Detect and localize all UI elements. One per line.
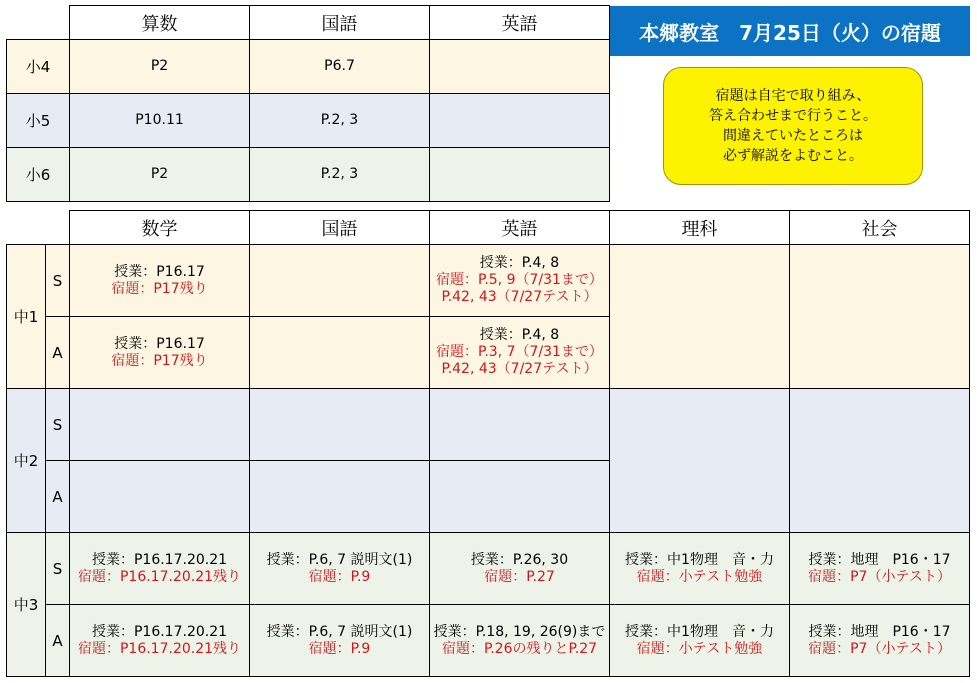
homework-text: P.42, 43（7/27テスト） xyxy=(441,289,598,305)
grade-label-m3: 中3 xyxy=(6,532,46,677)
class-label-a: A xyxy=(45,460,70,533)
table-cell xyxy=(249,604,430,677)
header-english: 英語 xyxy=(429,210,610,245)
class-label-a: A xyxy=(45,604,70,677)
table-cell xyxy=(789,604,970,677)
lesson-text: 授業：中1物理 音・力 xyxy=(625,623,774,640)
homework-text: 宿題：P7（小テスト） xyxy=(808,568,951,585)
table-cell xyxy=(609,604,790,677)
homework-text: 宿題：小テスト勉強 xyxy=(636,568,763,585)
homework-text: 宿題：P16.17.20.21残り xyxy=(77,568,242,585)
homework-text: 宿題：P.27 xyxy=(484,568,555,585)
lesson-text: 授業：P.4, 8 xyxy=(479,327,560,343)
table-cell xyxy=(249,388,430,461)
homework-text: 宿題：P17残り xyxy=(111,352,208,369)
grade-label-e5: 小5 xyxy=(6,93,70,148)
table-cell xyxy=(429,460,610,533)
homework-text: P.42, 43（7/27テスト） xyxy=(441,361,598,377)
class-label-s: S xyxy=(45,532,70,605)
table-cell xyxy=(429,604,610,677)
table-cell xyxy=(429,147,610,202)
header-english: 英語 xyxy=(429,5,610,40)
table-cell xyxy=(789,388,970,533)
lesson-text: 授業：地理 P16・17 xyxy=(808,551,951,568)
lesson-text: 授業：中1物理 音・力 xyxy=(625,551,774,568)
table-cell xyxy=(429,316,610,389)
homework-text: 宿題：P7（小テスト） xyxy=(808,640,951,657)
note-line: 必ず解説をよむこと。 xyxy=(723,148,863,164)
lesson-text: 授業：P.4, 8 xyxy=(479,255,560,271)
header-arithmetic: 算数 xyxy=(69,5,250,40)
header-japanese: 国語 xyxy=(249,210,430,245)
table-cell xyxy=(249,532,430,605)
class-label-s: S xyxy=(45,388,70,461)
table-cell xyxy=(429,39,610,94)
table-cell xyxy=(69,604,250,677)
homework-text: 宿題：P.9 xyxy=(308,640,371,657)
note-line: 答え合わせまで行うこと。 xyxy=(709,108,877,124)
homework-text: 宿題：P17残り xyxy=(111,280,208,297)
table-cell xyxy=(249,244,430,317)
table-cell xyxy=(429,93,610,148)
table-cell: P.2, 3 xyxy=(249,147,430,202)
homework-text: 宿題：P16.17.20.21残り xyxy=(77,640,242,657)
homework-note xyxy=(663,67,923,185)
header-science: 理科 xyxy=(609,210,790,245)
table-cell xyxy=(429,388,610,461)
table-cell xyxy=(69,316,250,389)
header-social: 社会 xyxy=(789,210,970,245)
table-cell: P2 xyxy=(69,39,250,94)
homework-text: 宿題：P.5, 9（7/31まで） xyxy=(436,272,603,288)
lesson-text: 授業：P16.17 xyxy=(114,335,205,352)
table-cell xyxy=(609,532,790,605)
table-cell xyxy=(249,460,430,533)
table-cell xyxy=(609,388,790,533)
grade-label-m1: 中1 xyxy=(6,244,46,389)
table-cell xyxy=(249,316,430,389)
table-cell xyxy=(69,388,250,461)
header-math: 数学 xyxy=(69,210,250,245)
table-cell xyxy=(69,244,250,317)
table-cell xyxy=(69,532,250,605)
note-line: 間違えていたところは xyxy=(723,128,863,144)
homework-text: 宿題：小テスト勉強 xyxy=(636,640,763,657)
table-cell: P.2, 3 xyxy=(249,93,430,148)
class-label-s: S xyxy=(45,244,70,317)
page-title: 本郷教室 7月25日（火）の宿題 xyxy=(610,6,970,56)
table-cell xyxy=(789,244,970,389)
table-cell: P10.11 xyxy=(69,93,250,148)
grade-label-e6: 小6 xyxy=(6,147,70,202)
table-cell: P6.7 xyxy=(249,39,430,94)
header-japanese: 国語 xyxy=(249,5,430,40)
homework-text: 宿題：P.9 xyxy=(308,568,371,585)
class-label-a: A xyxy=(45,316,70,389)
lesson-text: 授業：P16.17 xyxy=(114,263,205,280)
grade-label-m2: 中2 xyxy=(6,388,46,533)
table-cell xyxy=(789,532,970,605)
table-cell: P2 xyxy=(69,147,250,202)
homework-text: 宿題：P.26の残りとP.27 xyxy=(441,640,598,657)
lesson-text: 授業：P.18, 19, 26(9)まで xyxy=(433,623,606,640)
lesson-text: 授業：P.6, 7 説明文(1) xyxy=(266,623,413,640)
grade-label-e4: 小4 xyxy=(6,39,70,94)
lesson-text: 授業：P16.17.20.21 xyxy=(91,551,228,568)
table-cell xyxy=(609,244,790,389)
lesson-text: 授業：P.6, 7 説明文(1) xyxy=(266,551,413,568)
table-cell xyxy=(69,460,250,533)
table-cell xyxy=(429,532,610,605)
table-cell xyxy=(429,244,610,317)
lesson-text: 授業：P16.17.20.21 xyxy=(91,623,228,640)
lesson-text: 授業：地理 P16・17 xyxy=(808,623,951,640)
lesson-text: 授業：P.26, 30 xyxy=(470,551,569,568)
note-line: 宿題は自宅で取り組み、 xyxy=(715,88,871,104)
homework-text: 宿題：P.3, 7（7/31まで） xyxy=(436,344,603,360)
